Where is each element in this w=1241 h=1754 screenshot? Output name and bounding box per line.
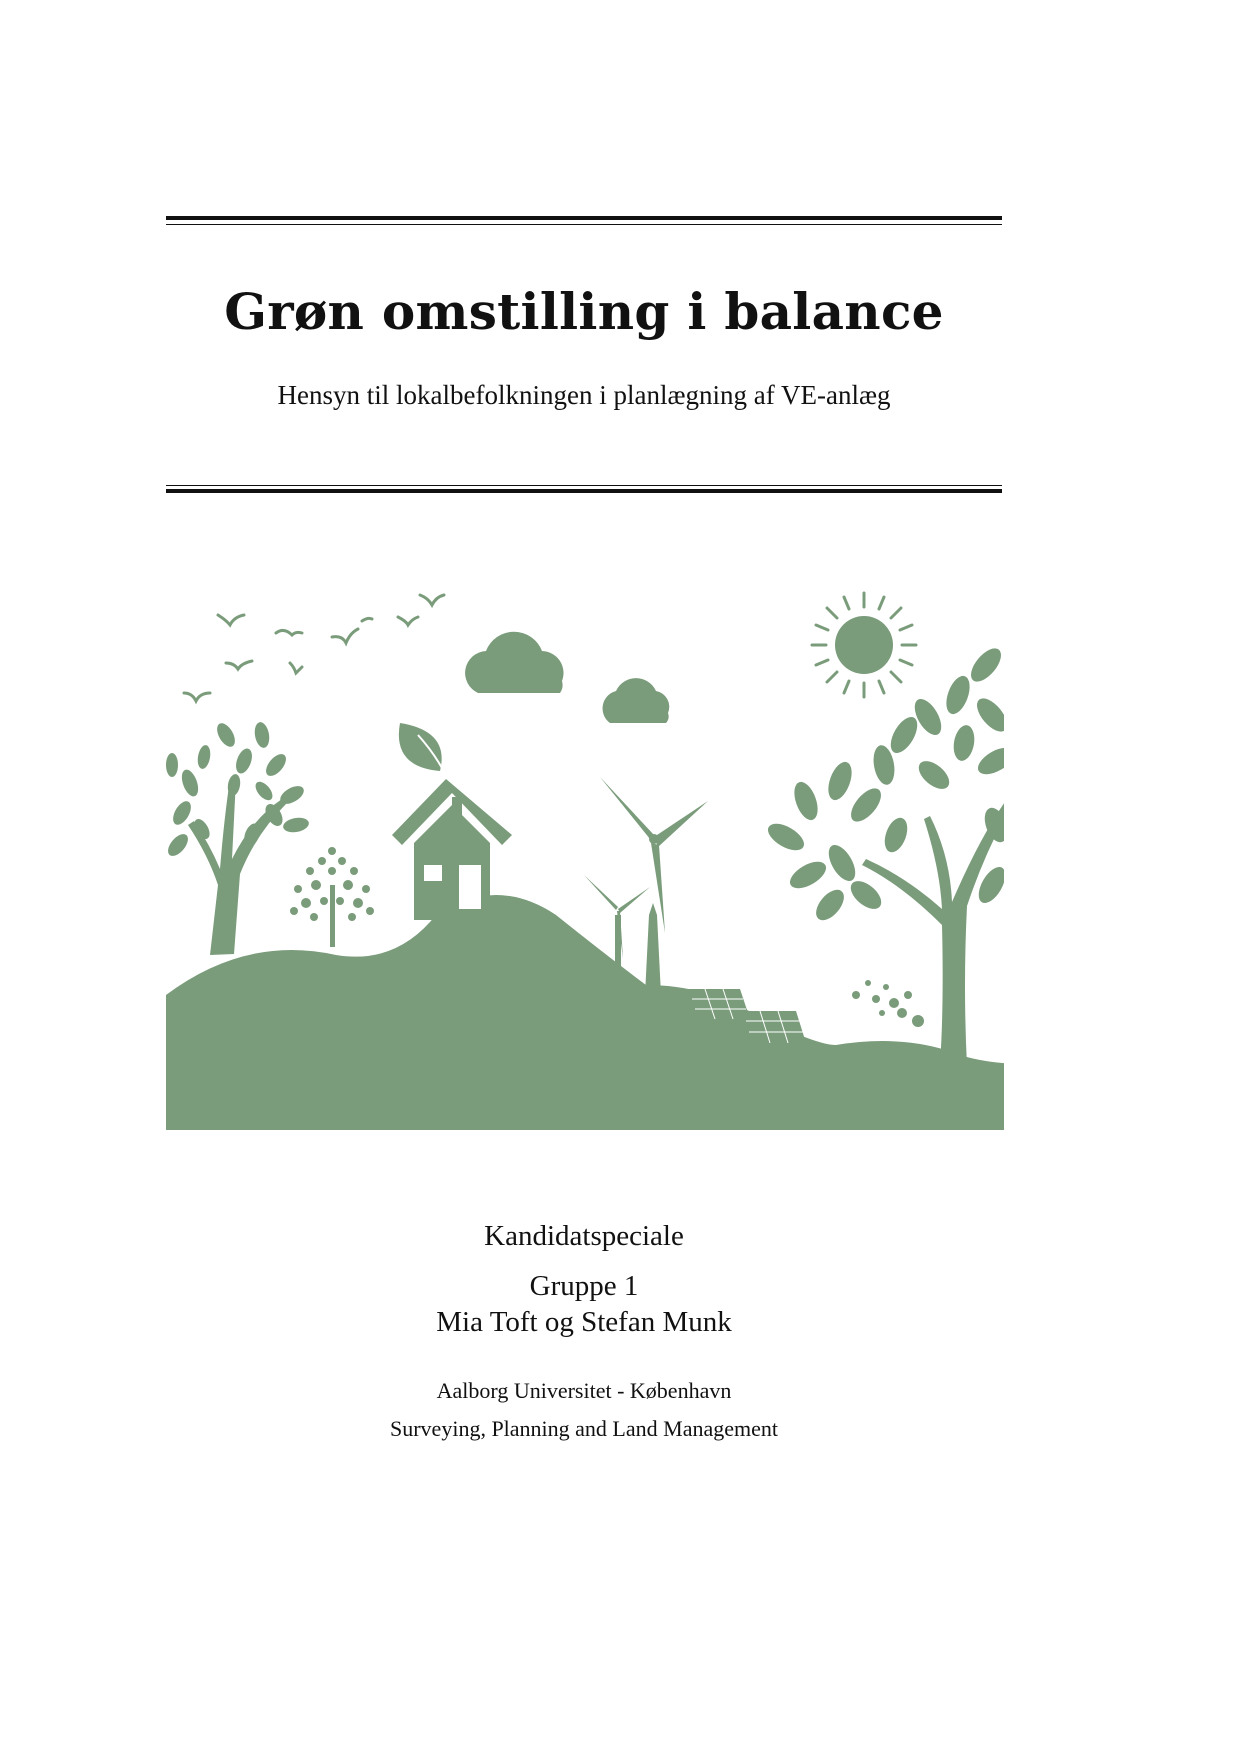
programme: Surveying, Planning and Land Management: [390, 1416, 778, 1441]
university: Aalborg Universitet - København: [436, 1378, 732, 1403]
butterflies-icon: [852, 980, 924, 1027]
birds-icon: [184, 595, 444, 701]
sun-icon: [812, 593, 916, 697]
tree-icon: [290, 847, 374, 947]
tree-icon: [764, 643, 1004, 1066]
hills: [166, 895, 1004, 1130]
group-name: Gruppe 1: [529, 1270, 639, 1302]
leaf-icon: [399, 723, 442, 771]
top-double-rule: [166, 216, 1002, 225]
green-energy-landscape-illustration: [166, 585, 1004, 1130]
cloud-icon: [465, 632, 563, 693]
cloud-icon: [603, 678, 670, 723]
authors: Mia Toft og Stefan Munk: [436, 1306, 732, 1338]
page-subtitle: Hensyn til lokalbefolkningen i planlægning af VE-anlæg: [277, 380, 891, 410]
page-title: Grøn omstilling i balance: [224, 282, 944, 341]
bottom-double-rule: [166, 485, 1002, 493]
thesis-type: Kandidatspeciale: [484, 1220, 684, 1252]
tree-icon: [166, 720, 310, 955]
